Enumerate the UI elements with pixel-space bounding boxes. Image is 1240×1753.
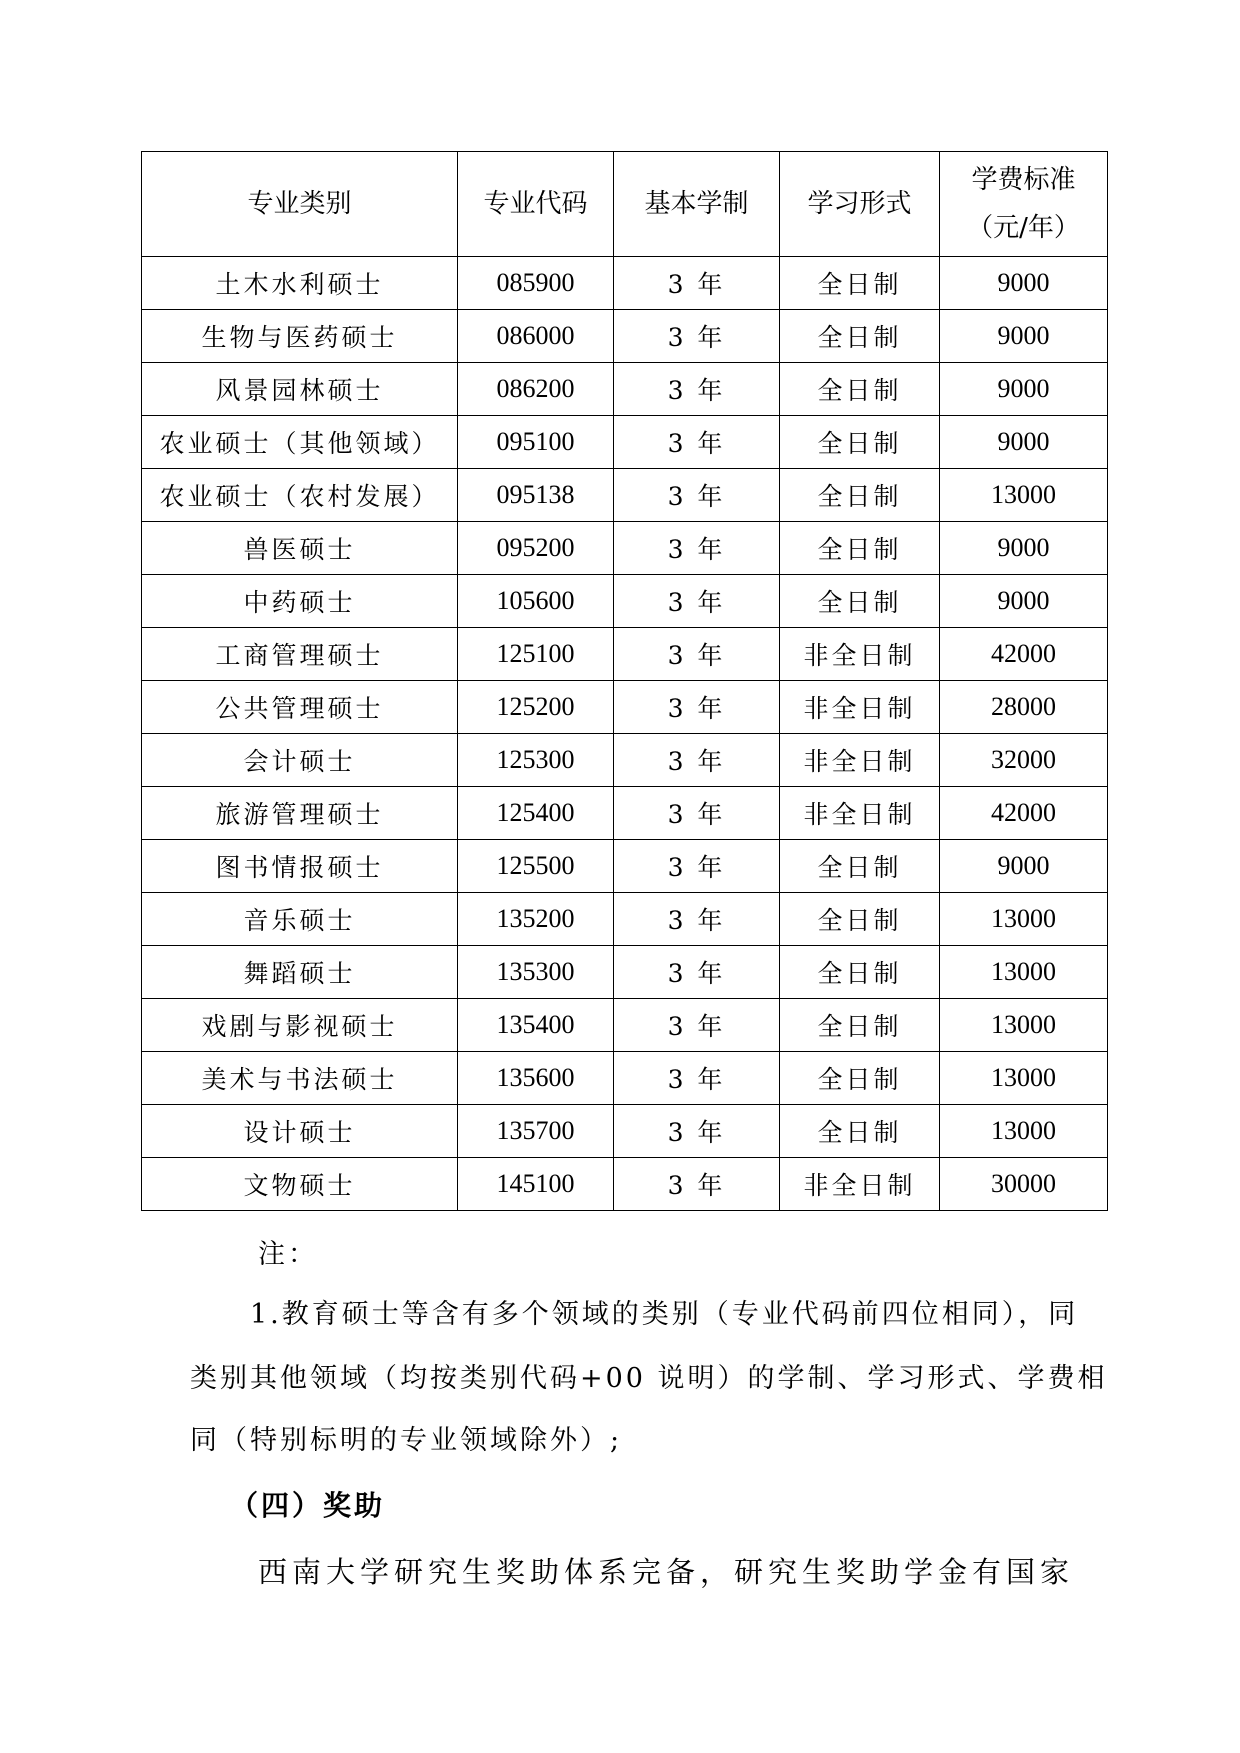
cell-duration: 3 年 — [614, 575, 780, 628]
cell-tuition: 32000 — [940, 734, 1108, 787]
cell-code: 086200 — [458, 363, 614, 416]
cell-code: 125300 — [458, 734, 614, 787]
cell-study-mode: 全日制 — [780, 522, 940, 575]
cell-code: 145100 — [458, 1158, 614, 1211]
cell-study-mode: 全日制 — [780, 257, 940, 310]
table-row — [142, 522, 1108, 575]
note-line-2: 类别其他领域（均按类别代码+00 说明）的学制、学习形式、学费相 — [190, 1363, 1108, 1394]
cell-duration: 3 年 — [614, 1158, 780, 1211]
cell-code: 135600 — [458, 1052, 614, 1105]
cell-tuition: 13000 — [940, 1105, 1108, 1158]
cell-tuition: 9000 — [940, 363, 1108, 416]
table-row — [142, 310, 1108, 363]
table-row — [142, 363, 1108, 416]
cell-category: 生物与医药硕士 — [142, 310, 458, 363]
cell-study-mode: 全日制 — [780, 363, 940, 416]
cell-code: 085900 — [458, 257, 614, 310]
cell-code: 105600 — [458, 575, 614, 628]
table-row — [142, 469, 1108, 522]
cell-study-mode: 全日制 — [780, 469, 940, 522]
cell-tuition: 13000 — [940, 1052, 1108, 1105]
cell-study-mode: 非全日制 — [780, 734, 940, 787]
cell-category: 文物硕士 — [142, 1158, 458, 1211]
section-heading: （四）奖助 — [230, 1489, 386, 1522]
cell-duration: 3 年 — [614, 946, 780, 999]
cell-duration: 3 年 — [614, 734, 780, 787]
cell-tuition: 13000 — [940, 999, 1108, 1052]
header-tuition — [940, 152, 1108, 257]
cell-duration: 3 年 — [614, 893, 780, 946]
cell-duration: 3 年 — [614, 363, 780, 416]
cell-category: 设计硕士 — [142, 1105, 458, 1158]
table-row — [142, 893, 1108, 946]
cell-study-mode: 全日制 — [780, 999, 940, 1052]
cell-category: 兽医硕士 — [142, 522, 458, 575]
header-study-mode: 学习形式 — [780, 152, 940, 257]
cell-duration: 3 年 — [614, 999, 780, 1052]
cell-tuition: 9000 — [940, 522, 1108, 575]
cell-code: 095138 — [458, 469, 614, 522]
cell-duration: 3 年 — [614, 416, 780, 469]
cell-category: 会计硕士 — [142, 734, 458, 787]
cell-category: 图书情报硕士 — [142, 840, 458, 893]
cell-study-mode: 全日制 — [780, 840, 940, 893]
note-line-1: 1.教育硕士等含有多个领域的类别（专业代码前四位相同），同 — [250, 1299, 1079, 1330]
cell-category: 风景园林硕士 — [142, 363, 458, 416]
cell-tuition: 9000 — [940, 310, 1108, 363]
cell-category: 土木水利硕士 — [142, 257, 458, 310]
table-row — [142, 257, 1108, 310]
header-category: 专业类别 — [142, 152, 458, 257]
cell-study-mode: 全日制 — [780, 310, 940, 363]
cell-tuition: 13000 — [940, 469, 1108, 522]
cell-study-mode: 全日制 — [780, 1052, 940, 1105]
cell-duration: 3 年 — [614, 628, 780, 681]
table-row — [142, 681, 1108, 734]
cell-duration: 3 年 — [614, 681, 780, 734]
cell-duration: 3 年 — [614, 310, 780, 363]
section-body: 西南大学研究生奖助体系完备，研究生奖助学金有国家 — [258, 1555, 1075, 1589]
table-row — [142, 734, 1108, 787]
note-line-3: 同（特别标明的专业领域除外）; — [190, 1425, 623, 1456]
cell-code: 135300 — [458, 946, 614, 999]
note-label: 注： — [258, 1239, 318, 1270]
cell-code: 135400 — [458, 999, 614, 1052]
cell-tuition: 28000 — [940, 681, 1108, 734]
cell-study-mode: 非全日制 — [780, 787, 940, 840]
cell-category: 公共管理硕士 — [142, 681, 458, 734]
table-row — [142, 1105, 1108, 1158]
header-tuition-label: 学费标准 — [971, 165, 1076, 195]
cell-code: 125400 — [458, 787, 614, 840]
header-code: 专业代码 — [458, 152, 614, 257]
cell-category: 戏剧与影视硕士 — [142, 999, 458, 1052]
cell-code: 125100 — [458, 628, 614, 681]
cell-study-mode: 非全日制 — [780, 628, 940, 681]
cell-code: 095200 — [458, 522, 614, 575]
cell-code: 125200 — [458, 681, 614, 734]
header-duration: 基本学制 — [614, 152, 780, 257]
table-row — [142, 416, 1108, 469]
cell-study-mode: 全日制 — [780, 416, 940, 469]
cell-code: 125500 — [458, 840, 614, 893]
cell-duration: 3 年 — [614, 257, 780, 310]
cell-category: 中药硕士 — [142, 575, 458, 628]
cell-tuition: 9000 — [940, 575, 1108, 628]
cell-tuition: 42000 — [940, 628, 1108, 681]
tuition-table — [141, 151, 1108, 1211]
cell-tuition: 13000 — [940, 946, 1108, 999]
table-row — [142, 840, 1108, 893]
table-row — [142, 628, 1108, 681]
cell-duration: 3 年 — [614, 469, 780, 522]
cell-code: 095100 — [458, 416, 614, 469]
header-tuition-unit: （元/年） — [967, 213, 1080, 243]
table-row — [142, 575, 1108, 628]
table-row — [142, 999, 1108, 1052]
cell-tuition: 9000 — [940, 840, 1108, 893]
table-row — [142, 787, 1108, 840]
table-row — [142, 1052, 1108, 1105]
cell-tuition: 9000 — [940, 257, 1108, 310]
cell-tuition: 42000 — [940, 787, 1108, 840]
cell-category: 旅游管理硕士 — [142, 787, 458, 840]
cell-code: 135200 — [458, 893, 614, 946]
table-header-row — [142, 152, 1108, 257]
cell-tuition: 13000 — [940, 893, 1108, 946]
table-row — [142, 1158, 1108, 1211]
cell-study-mode: 全日制 — [780, 893, 940, 946]
cell-duration: 3 年 — [614, 522, 780, 575]
cell-study-mode: 非全日制 — [780, 1158, 940, 1211]
cell-study-mode: 全日制 — [780, 1105, 940, 1158]
cell-duration: 3 年 — [614, 1052, 780, 1105]
cell-tuition: 30000 — [940, 1158, 1108, 1211]
cell-duration: 3 年 — [614, 840, 780, 893]
cell-study-mode: 全日制 — [780, 575, 940, 628]
cell-study-mode: 全日制 — [780, 946, 940, 999]
cell-tuition: 9000 — [940, 416, 1108, 469]
table-body — [142, 257, 1108, 1211]
cell-code: 135700 — [458, 1105, 614, 1158]
cell-category: 美术与书法硕士 — [142, 1052, 458, 1105]
cell-category: 农业硕士（农村发展） — [142, 469, 458, 522]
cell-category: 工商管理硕士 — [142, 628, 458, 681]
cell-category: 音乐硕士 — [142, 893, 458, 946]
cell-duration: 3 年 — [614, 787, 780, 840]
cell-study-mode: 非全日制 — [780, 681, 940, 734]
cell-duration: 3 年 — [614, 1105, 780, 1158]
cell-code: 086000 — [458, 310, 614, 363]
cell-category: 农业硕士（其他领域） — [142, 416, 458, 469]
table-row — [142, 946, 1108, 999]
cell-category: 舞蹈硕士 — [142, 946, 458, 999]
